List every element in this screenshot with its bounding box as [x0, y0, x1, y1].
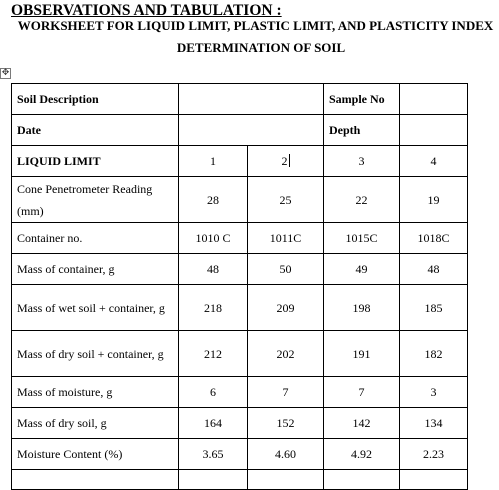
value-cell[interactable]: 142: [324, 408, 400, 439]
table-row: [12, 285, 468, 331]
value-cell[interactable]: 1011C: [248, 223, 324, 254]
value-cell[interactable]: 48: [400, 254, 468, 285]
worksheet-table: [11, 83, 468, 490]
table-row: [12, 439, 468, 470]
empty-cell[interactable]: [179, 470, 248, 490]
soil-description-value[interactable]: [179, 84, 324, 115]
value-cell[interactable]: 49: [324, 254, 400, 285]
value-cell[interactable]: 25: [248, 177, 324, 223]
value-cell[interactable]: 182: [400, 331, 468, 377]
value-cell[interactable]: 28: [179, 177, 248, 223]
row-label: Mass of dry soil, g: [12, 408, 179, 439]
row-label: Mass of dry soil + container, g: [12, 331, 179, 377]
table-row: [12, 408, 468, 439]
sample-no-label: Sample No: [324, 84, 400, 115]
row-label: Moisture Content (%): [12, 439, 179, 470]
depth-value[interactable]: [400, 115, 468, 146]
trial-number-text: 2: [281, 154, 288, 168]
value-cell[interactable]: 202: [248, 331, 324, 377]
depth-label: Depth: [324, 115, 400, 146]
text-cursor: [289, 154, 290, 167]
table-row: [12, 470, 468, 490]
row-label: Mass of wet soil + container, g: [12, 285, 179, 331]
table-row: [12, 177, 468, 223]
liquid-limit-label: LIQUID LIMIT: [12, 146, 179, 177]
page-title: OBSERVATIONS AND TABULATION :: [11, 2, 282, 19]
worksheet-subtitle-line1: WORKSHEET FOR LIQUID LIMIT, PLASTIC LIMIT, AND PLASTICITY INDEX: [17, 18, 494, 33]
table-row: [12, 331, 468, 377]
sample-no-value[interactable]: [400, 84, 468, 115]
trial-number-cell[interactable]: 4: [400, 146, 468, 177]
table-row: [12, 223, 468, 254]
empty-cell[interactable]: [400, 470, 468, 490]
value-cell[interactable]: 212: [179, 331, 248, 377]
value-cell[interactable]: 191: [324, 331, 400, 377]
worksheet-subtitle-line2: DETERMINATION OF SOIL: [176, 40, 346, 55]
value-cell[interactable]: 198: [324, 285, 400, 331]
value-cell[interactable]: 209: [248, 285, 324, 331]
empty-cell[interactable]: [12, 470, 179, 490]
trial-number-cell[interactable]: 3: [324, 146, 400, 177]
empty-cell[interactable]: [248, 470, 324, 490]
value-cell[interactable]: 22: [324, 177, 400, 223]
value-cell[interactable]: 134: [400, 408, 468, 439]
value-cell[interactable]: 3.65: [179, 439, 248, 470]
trial-number-cell[interactable]: 1: [179, 146, 248, 177]
table-row: [12, 115, 468, 146]
table-row: [12, 146, 468, 177]
value-cell[interactable]: 164: [179, 408, 248, 439]
date-label: Date: [12, 115, 179, 146]
table-row: [12, 254, 468, 285]
date-value[interactable]: [179, 115, 324, 146]
value-cell[interactable]: 6: [179, 377, 248, 408]
value-cell[interactable]: 2.23: [400, 439, 468, 470]
value-cell[interactable]: 1010 C: [179, 223, 248, 254]
value-cell[interactable]: 185: [400, 285, 468, 331]
value-cell[interactable]: 48: [179, 254, 248, 285]
row-label: Cone Penetrometer Reading (mm): [12, 177, 179, 223]
value-cell[interactable]: 19: [400, 177, 468, 223]
row-label: Mass of container, g: [12, 254, 179, 285]
row-label: Container no.: [12, 223, 179, 254]
value-cell[interactable]: 1015C: [324, 223, 400, 254]
value-cell[interactable]: 1018C: [400, 223, 468, 254]
trial-number-cell-active[interactable]: [248, 146, 324, 177]
value-cell[interactable]: 3: [400, 377, 468, 408]
value-cell[interactable]: 50: [248, 254, 324, 285]
value-cell[interactable]: 4.92: [324, 439, 400, 470]
table-row: [12, 377, 468, 408]
empty-cell[interactable]: [324, 470, 400, 490]
move-handle-icon[interactable]: ✥: [1, 68, 10, 78]
row-label: Mass of moisture, g: [12, 377, 179, 408]
table-row: [12, 84, 468, 115]
soil-description-label: Soil Description: [12, 84, 179, 115]
value-cell[interactable]: 152: [248, 408, 324, 439]
value-cell[interactable]: 218: [179, 285, 248, 331]
value-cell[interactable]: 4.60: [248, 439, 324, 470]
value-cell[interactable]: 7: [248, 377, 324, 408]
value-cell[interactable]: 7: [324, 377, 400, 408]
